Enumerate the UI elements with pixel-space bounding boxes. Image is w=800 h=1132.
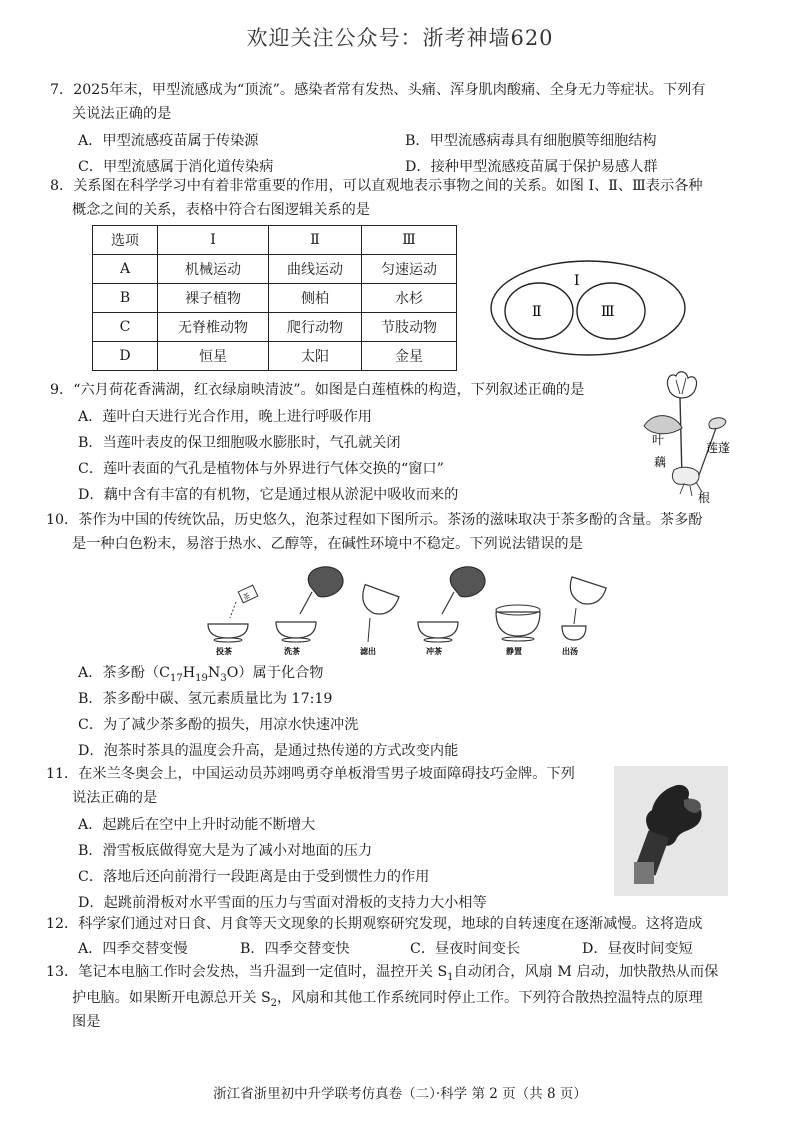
gaiwan-icon <box>357 585 399 620</box>
water-stream <box>368 618 370 642</box>
table-cell: 侧柏 <box>269 284 362 313</box>
q11-stem-line2: 说法正确的是 <box>72 790 158 806</box>
step-label: 冲茶 <box>426 647 442 656</box>
subscript: 2 <box>270 997 278 1009</box>
q12-stem: 12．科学家们通过对日食、月食等天文现象的长期观察研究发现，地球的自转速度在逐渐减慢。这将造成 <box>46 916 703 932</box>
q13-text: 13．笔记本电脑工作时会发热，当升温到一定值时，温控开关 S <box>46 964 448 980</box>
table-cell: D <box>93 342 158 371</box>
kettle-icon <box>308 567 343 597</box>
q11-option-b: B．滑雪板底做得宽大是为了减小对地面的压力 <box>78 843 373 859</box>
q13-stem-line3: 图是 <box>72 1014 101 1030</box>
venn-diagram <box>488 258 688 358</box>
q13-text: 自动闭合，风扇 M 启动，加快散热从而保 <box>453 964 719 980</box>
tea-step-4 <box>418 567 485 642</box>
kettle-icon <box>450 567 485 597</box>
q11-option-d: D．起跳前滑板对水平雪面的压力与雪面对滑板的支持力大小相等 <box>78 895 487 911</box>
table-cell: 无脊椎动物 <box>158 313 269 342</box>
label-seedpod: 莲蓬 <box>706 441 731 455</box>
q10-option-b: B．茶多酚中碳、氢元素质量比为 17:19 <box>78 691 333 707</box>
label-lotus-root: 藕 <box>654 455 667 469</box>
q10-a-text: H <box>182 665 196 681</box>
q9-option-c: C．莲叶表面的气孔是植物体与外界进行气体交换的“窗口” <box>78 461 444 477</box>
label-root: 根 <box>698 491 711 505</box>
lotus-root-icon <box>672 467 699 485</box>
table-header-cell: Ⅰ <box>158 226 269 255</box>
gaiwan-icon <box>565 577 606 609</box>
q8-stem-line2: 概念之间的关系，表格中符合右图逻辑关系的是 <box>72 202 370 218</box>
q12-option-c: C．昼夜时间变长 <box>410 941 521 957</box>
table-row <box>93 342 457 371</box>
q7-stem-line2: 关说法正确的是 <box>72 106 172 122</box>
teacup-icon <box>562 626 586 640</box>
q7-option-c: C．甲型流感属于消化道传染病 <box>78 159 274 175</box>
water-stream <box>300 592 312 614</box>
q10-option-a <box>78 662 323 684</box>
lotus-stem <box>680 398 682 478</box>
tea-drop-line <box>230 602 236 618</box>
q13-text: 护电脑。如果断开电源总开关 S <box>72 990 271 1006</box>
step-label: 静置 <box>506 647 522 656</box>
q12-option-a: A．四季交替变慢 <box>78 941 188 957</box>
subscript: 3 <box>220 672 227 684</box>
tea-step-3 <box>357 585 399 642</box>
table-cell: 节肢动物 <box>362 313 457 342</box>
q8-options-table <box>92 225 457 371</box>
q7-option-d: D．接种甲型流感疫苗属于保护易感人群 <box>405 159 658 175</box>
table-header-cell: Ⅲ <box>362 226 457 255</box>
q12-option-b: B．四季交替变快 <box>240 941 350 957</box>
q13-text: ，风扇和其他工作系统同时停止工作。下列符合散热控温特点的原理 <box>277 990 703 1006</box>
table-row <box>93 284 457 313</box>
table-cell: 曲线运动 <box>269 255 362 284</box>
table-row <box>93 313 457 342</box>
venn-label-right: Ⅲ <box>601 304 615 320</box>
table-cell: 机械运动 <box>158 255 269 284</box>
q8-stem-line1: 8．关系图在科学学习中有着非常重要的作用，可以直观地表示事物之间的关系。如图 Ⅰ、Ⅱ、Ⅲ表示各种 <box>50 178 703 194</box>
table-cell: 太阳 <box>269 342 362 371</box>
table-cell: 爬行动物 <box>269 313 362 342</box>
page-footer: 浙江省浙里初中升学联考仿真卷（二）·科学 第 2 页（共 8 页） <box>213 1086 587 1102</box>
lotus-seedpod-icon <box>709 418 726 429</box>
q11-stem-line1: 11．在米兰冬奥会上，中国运动员苏翊鸣勇夺单板滑雪男子坡面障碍技巧金牌。下列 <box>46 766 575 782</box>
q10-option-d: D．泡茶时茶具的温度会升高，是通过热传递的方式改变内能 <box>78 743 459 759</box>
lotus-leaf-icon <box>644 416 682 434</box>
q7-option-a: A．甲型流感疫苗属于传染源 <box>78 133 259 149</box>
q10-option-c: C．为了减少茶多酚的损失，用凉水快速冲洗 <box>78 717 359 733</box>
q11-option-c: C．落地后还向前滑行一段距离是由于受到惯性力的作用 <box>78 869 430 885</box>
venn-label-left: Ⅱ <box>532 304 542 320</box>
q11-option-a: A．起跳后在空中上升时动能不断增大 <box>78 817 316 833</box>
table-cell: 金星 <box>362 342 457 371</box>
table-cell: 裸子植物 <box>158 284 269 313</box>
q10-a-text: N <box>207 665 221 681</box>
water-stream <box>442 592 454 614</box>
table-cell: C <box>93 313 158 342</box>
step-label: 投茶 <box>216 647 232 656</box>
table-header-cell: 选项 <box>93 226 158 255</box>
subscript: 1 <box>447 971 454 983</box>
page-header: 欢迎关注公众号：浙考神墙620 <box>246 26 554 50</box>
teacup-icon <box>418 622 458 638</box>
q10-a-text: O）属于化合物 <box>226 665 324 681</box>
lotus-petal-lines <box>676 378 686 394</box>
snowboarder-photo <box>614 766 728 896</box>
tea-step-6 <box>562 577 606 640</box>
q10-a-text: A．茶多酚（C <box>78 665 171 681</box>
tea-process-figure <box>200 556 620 656</box>
q7-stem-line1: 7．2025年末，甲型流感成为“顶流”。感染者常有发热、头痛、浑身肌肉酸痛、全身无力等症状。下列有 <box>50 82 706 98</box>
step-label: 出汤 <box>562 647 578 656</box>
water-stream <box>574 608 576 624</box>
subscript: 17 <box>170 672 183 684</box>
tea-step-2 <box>276 567 343 642</box>
table-row <box>93 255 457 284</box>
gaiwan-icon <box>496 612 540 636</box>
q9-option-a: A．莲叶白天进行光合作用，晚上进行呼吸作用 <box>78 409 372 425</box>
step-label: 洗茶 <box>284 647 300 656</box>
lotus-flower-icon <box>668 372 697 398</box>
lotus-plant-figure <box>640 370 740 506</box>
subscript: 19 <box>195 672 208 684</box>
table-header-cell: Ⅱ <box>269 226 362 255</box>
venn-outer-ellipse <box>491 261 685 355</box>
table-cell: 恒星 <box>158 342 269 371</box>
table-cell: 匀速运动 <box>362 255 457 284</box>
table-cell: A <box>93 255 158 284</box>
table-cell: 水杉 <box>362 284 457 313</box>
tea-step-1 <box>208 585 258 642</box>
venn-label-outer: Ⅰ <box>574 273 580 289</box>
snowboard-base <box>634 862 654 884</box>
gaiwan-lid-icon <box>496 605 540 615</box>
q13-stem-line2 <box>72 986 703 1016</box>
q7-option-b: B．甲型流感病毒具有细胞膜等细胞结构 <box>405 133 657 149</box>
tea-step-5 <box>496 605 540 641</box>
q12-option-d: D．昼夜时间变短 <box>582 941 693 957</box>
q9-stem: 9．“六月荷花香满湖，红衣绿扇映清波”。如图是白莲植株的构造，下列叙述正确的是 <box>50 382 585 398</box>
label-leaf: 叶 <box>652 433 665 447</box>
table-cell: B <box>93 284 158 313</box>
q10-stem-line2: 是一种白色粉末，易溶于热水、乙醇等，在碱性环境中不稳定。下列说法错误的是 <box>72 536 583 552</box>
saucer-icon <box>502 637 534 641</box>
q10-stem-line1: 10．茶作为中国的传统饮品，历史悠久，泡茶过程如下图所示。茶汤的滋味取决于茶多酚的含量。茶多酚 <box>46 512 703 528</box>
teacup-icon <box>276 622 316 638</box>
teacup-icon <box>208 624 248 638</box>
table-header-row <box>93 226 457 255</box>
tea-tag-label: 茶 <box>241 591 252 602</box>
step-label: 滤出 <box>360 647 376 656</box>
q9-option-d: D．藕中含有丰富的有机物，它是通过根从淤泥中吸收而来的 <box>78 487 459 503</box>
q9-option-b: B．当莲叶表皮的保卫细胞吸水膨胀时，气孔就关闭 <box>78 435 401 451</box>
